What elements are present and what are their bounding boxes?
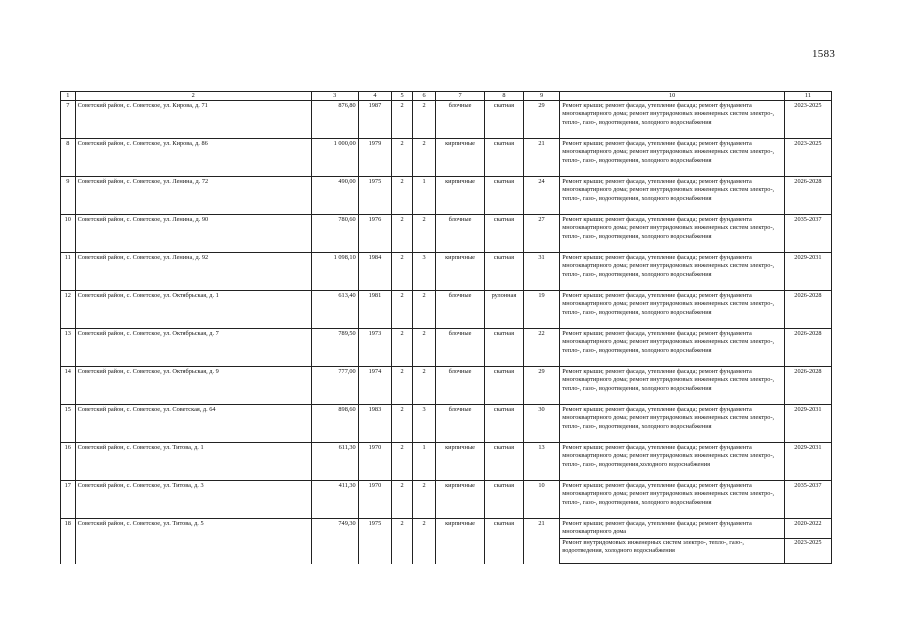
table-row: [61, 291, 832, 329]
floors-cell: 2: [392, 177, 413, 215]
row-number: 8: [61, 139, 76, 177]
wall-material-cell: блочные: [436, 367, 485, 405]
roof-type-cell: рулонная: [485, 291, 524, 329]
table-row: [61, 139, 832, 177]
period-cell: 2026-2028: [784, 177, 831, 215]
works-cell: Ремонт крыши; ремонт фасада, утепление фасада; ремонт фундамента многоквартирного дома; ремонт внутридомовых инженерных систем электро-, тепло-, газо-, водоотведения, холодного водоснабжения: [560, 481, 785, 519]
table-row: [61, 215, 832, 253]
roof-type-cell: скатная: [485, 329, 524, 367]
row-number: 16: [61, 443, 76, 481]
row-number: 11: [61, 253, 76, 291]
wall-material-cell: блочные: [436, 215, 485, 253]
floors-cell: 2: [392, 253, 413, 291]
area-cell: 780,60: [311, 215, 358, 253]
column-header: 9: [523, 92, 560, 101]
address-cell: Советский район, с. Советское, ул. Ленина, д. 92: [75, 253, 311, 291]
wall-material-cell: блочные: [436, 291, 485, 329]
works-cell: Ремонт крыши; ремонт фасада, утепление фасада; ремонт фундамента многоквартирного дома; ремонт внутридомовых инженерных систем электро-, тепло-, газо-, водоотведения, холодного водоснабжения: [560, 253, 785, 291]
year-cell: 1979: [358, 139, 391, 177]
column-header: 3: [311, 92, 358, 101]
area-cell: 411,30: [311, 481, 358, 519]
table-row: [61, 101, 832, 139]
wall-material-cell: кирпичные: [436, 253, 485, 291]
entrances-cell: 2: [413, 101, 436, 139]
year-cell: 1973: [358, 329, 391, 367]
count-cell: 21: [523, 139, 560, 177]
address-cell: Советский район, с. Советское, ул. Кирова, д. 86: [75, 139, 311, 177]
area-cell: 789,50: [311, 329, 358, 367]
wall-material-cell: кирпичные: [436, 139, 485, 177]
works-cell: Ремонт крыши; ремонт фасада, утепление фасада; ремонт фундамента многоквартирного дома; ремонт внутридомовых инженерных систем электро-, тепло-, газо-, водоотведения, холодного водоснабжения: [560, 405, 785, 443]
period-cell: 2029-2031: [784, 253, 831, 291]
entrances-cell: 3: [413, 405, 436, 443]
count-cell: 29: [523, 367, 560, 405]
period-cell: 2029-2031: [784, 405, 831, 443]
address-cell: Советский район, с. Советское, ул. Октябрьская, д. 7: [75, 329, 311, 367]
period-cell: 2026-2028: [784, 329, 831, 367]
year-cell: 1974: [358, 367, 391, 405]
period-cell: 2023-2025: [784, 139, 831, 177]
year-cell: 1987: [358, 101, 391, 139]
floors-cell: 2: [392, 443, 413, 481]
count-cell: 30: [523, 405, 560, 443]
works-cell: Ремонт внутридомовых инженерных систем электро-, тепло-, газо-, водоотведения, холодного водоснабжения: [560, 539, 785, 564]
row-number: 18: [61, 519, 76, 564]
works-cell: Ремонт крыши; ремонт фасада, утепление фасада; ремонт фундамента многоквартирного дома; ремонт внутридомовых инженерных систем электро-, тепло-, газо-, водоотведения, холодного водоснабжения: [560, 215, 785, 253]
address-cell: Советский район, с. Советское, ул. Титова, д. 3: [75, 481, 311, 519]
floors-cell: 2: [392, 367, 413, 405]
address-cell: Советский район, с. Советское, ул. Титова, д. 1: [75, 443, 311, 481]
roof-type-cell: скатная: [485, 405, 524, 443]
wall-material-cell: блочные: [436, 329, 485, 367]
wall-material-cell: кирпичные: [436, 443, 485, 481]
works-cell: Ремонт крыши; ремонт фасада, утепление фасада; ремонт фундамента многоквартирного дома; ремонт внутридомовых инженерных систем электро-, тепло-, газо-, водоотведения, холодного водоснабжения: [560, 101, 785, 139]
floors-cell: 2: [392, 405, 413, 443]
year-cell: 1975: [358, 519, 391, 564]
entrances-cell: 3: [413, 253, 436, 291]
column-header: 4: [358, 92, 391, 101]
year-cell: 1984: [358, 253, 391, 291]
table-row: [61, 177, 832, 215]
row-number: 15: [61, 405, 76, 443]
roof-type-cell: скатная: [485, 139, 524, 177]
count-cell: 29: [523, 101, 560, 139]
column-header: 7: [436, 92, 485, 101]
row-number: 13: [61, 329, 76, 367]
floors-cell: 2: [392, 519, 413, 564]
address-cell: Советский район, с. Советское, ул. Октябрьская, д. 9: [75, 367, 311, 405]
count-cell: 27: [523, 215, 560, 253]
row-number: 17: [61, 481, 76, 519]
entrances-cell: 1: [413, 177, 436, 215]
floors-cell: 2: [392, 481, 413, 519]
area-cell: 898,60: [311, 405, 358, 443]
area-cell: 490,00: [311, 177, 358, 215]
table-row: [61, 519, 832, 539]
address-cell: Советский район, с. Советское, ул. Ленина, д. 90: [75, 215, 311, 253]
entrances-cell: 2: [413, 139, 436, 177]
entrances-cell: 2: [413, 215, 436, 253]
table-row: [61, 481, 832, 519]
floors-cell: 2: [392, 329, 413, 367]
works-cell: Ремонт крыши; ремонт фасада, утепление фасада; ремонт фундамента многоквартирного дома; ремонт внутридомовых инженерных систем электро-, тепло-, газо-, водоотведения, холодного водоснабжения: [560, 329, 785, 367]
period-cell: 2026-2028: [784, 367, 831, 405]
wall-material-cell: блочные: [436, 101, 485, 139]
period-cell: 2026-2028: [784, 291, 831, 329]
works-cell: Ремонт крыши; ремонт фасада, утепление фасада; ремонт фундамента многоквартирного дома; ремонт внутридомовых инженерных систем электро-, тепло-, газо-, водоотведения, холодного водоснабжения: [560, 177, 785, 215]
floors-cell: 2: [392, 101, 413, 139]
column-header: 2: [75, 92, 311, 101]
count-cell: 21: [523, 519, 560, 564]
table-row: [61, 367, 832, 405]
address-cell: Советский район, с. Советское, ул. Советская, д. 64: [75, 405, 311, 443]
area-cell: 613,40: [311, 291, 358, 329]
count-cell: 10: [523, 481, 560, 519]
year-cell: 1983: [358, 405, 391, 443]
floors-cell: 2: [392, 139, 413, 177]
floors-cell: 2: [392, 215, 413, 253]
area-cell: 611,30: [311, 443, 358, 481]
row-number: 7: [61, 101, 76, 139]
year-cell: 1981: [358, 291, 391, 329]
roof-type-cell: скатная: [485, 177, 524, 215]
table-row: [61, 329, 832, 367]
count-cell: 22: [523, 329, 560, 367]
period-cell: 2035-2037: [784, 481, 831, 519]
count-cell: 31: [523, 253, 560, 291]
column-header: 11: [784, 92, 831, 101]
entrances-cell: 2: [413, 367, 436, 405]
row-number: 10: [61, 215, 76, 253]
works-cell: Ремонт крыши; ремонт фасада, утепление фасада; ремонт фундамента многоквартирного дома; ремонт внутридомовых инженерных систем электро-, тепло-, газо-, водоотведения, холодного водоснабжения: [560, 291, 785, 329]
wall-material-cell: блочные: [436, 405, 485, 443]
wall-material-cell: кирпичные: [436, 519, 485, 564]
table-row: [61, 253, 832, 291]
address-cell: Советский район, с. Советское, ул. Кирова, д. 71: [75, 101, 311, 139]
entrances-cell: 1: [413, 443, 436, 481]
row-number: 12: [61, 291, 76, 329]
roof-type-cell: скатная: [485, 101, 524, 139]
works-cell: Ремонт крыши; ремонт фасада, утепление фасада; ремонт фундамента многоквартирного дома: [560, 519, 785, 539]
year-cell: 1970: [358, 443, 391, 481]
count-cell: 19: [523, 291, 560, 329]
roof-type-cell: скатная: [485, 367, 524, 405]
works-cell: Ремонт крыши; ремонт фасада, утепление фасада; ремонт фундамента многоквартирного дома; ремонт внутридомовых инженерных систем электро-, тепло-, газо-, водоотведения,холодного водоснабжения: [560, 443, 785, 481]
address-cell: Советский район, с. Советское, ул. Октябрьская, д. 1: [75, 291, 311, 329]
area-cell: 1 098,10: [311, 253, 358, 291]
wall-material-cell: кирпичные: [436, 177, 485, 215]
wall-material-cell: кирпичные: [436, 481, 485, 519]
area-cell: 1 000,00: [311, 139, 358, 177]
address-cell: Советский район, с. Советское, ул. Титова, д. 5: [75, 519, 311, 564]
column-header: 5: [392, 92, 413, 101]
period-cell: 2035-2037: [784, 215, 831, 253]
entrances-cell: 2: [413, 481, 436, 519]
roof-type-cell: скатная: [485, 253, 524, 291]
housing-repair-table: [60, 91, 832, 564]
column-number-row: [61, 92, 832, 101]
entrances-cell: 2: [413, 329, 436, 367]
roof-type-cell: скатная: [485, 519, 524, 564]
entrances-cell: 2: [413, 291, 436, 329]
period-cell: 2020-2022: [784, 519, 831, 539]
period-cell: 2023-2025: [784, 539, 831, 564]
entrances-cell: 2: [413, 519, 436, 564]
page-number: 1583: [812, 48, 836, 60]
count-cell: 24: [523, 177, 560, 215]
count-cell: 13: [523, 443, 560, 481]
roof-type-cell: скатная: [485, 215, 524, 253]
area-cell: 876,80: [311, 101, 358, 139]
year-cell: 1975: [358, 177, 391, 215]
roof-type-cell: скатная: [485, 481, 524, 519]
table-row: [61, 405, 832, 443]
row-number: 14: [61, 367, 76, 405]
works-cell: Ремонт крыши; ремонт фасада, утепление фасада; ремонт фундамента многоквартирного дома; ремонт внутридомовых инженерных систем электро-, тепло-, газо-, водоотведения, холодного водоснабжения: [560, 139, 785, 177]
column-header: 8: [485, 92, 524, 101]
area-cell: 749,30: [311, 519, 358, 564]
column-header: 1: [61, 92, 76, 101]
address-cell: Советский район, с. Советское, ул. Ленина, д. 72: [75, 177, 311, 215]
row-number: 9: [61, 177, 76, 215]
floors-cell: 2: [392, 291, 413, 329]
column-header: 10: [560, 92, 785, 101]
roof-type-cell: скатная: [485, 443, 524, 481]
works-cell: Ремонт крыши; ремонт фасада, утепление фасада; ремонт фундамента многоквартирного дома; ремонт внутридомовых инженерных систем электро-, тепло-, газо-, водоотведения, холодного водоснабжения: [560, 367, 785, 405]
column-header: 6: [413, 92, 436, 101]
year-cell: 1970: [358, 481, 391, 519]
table-row: [61, 443, 832, 481]
area-cell: 777,00: [311, 367, 358, 405]
year-cell: 1976: [358, 215, 391, 253]
period-cell: 2029-2031: [784, 443, 831, 481]
period-cell: 2023-2025: [784, 101, 831, 139]
